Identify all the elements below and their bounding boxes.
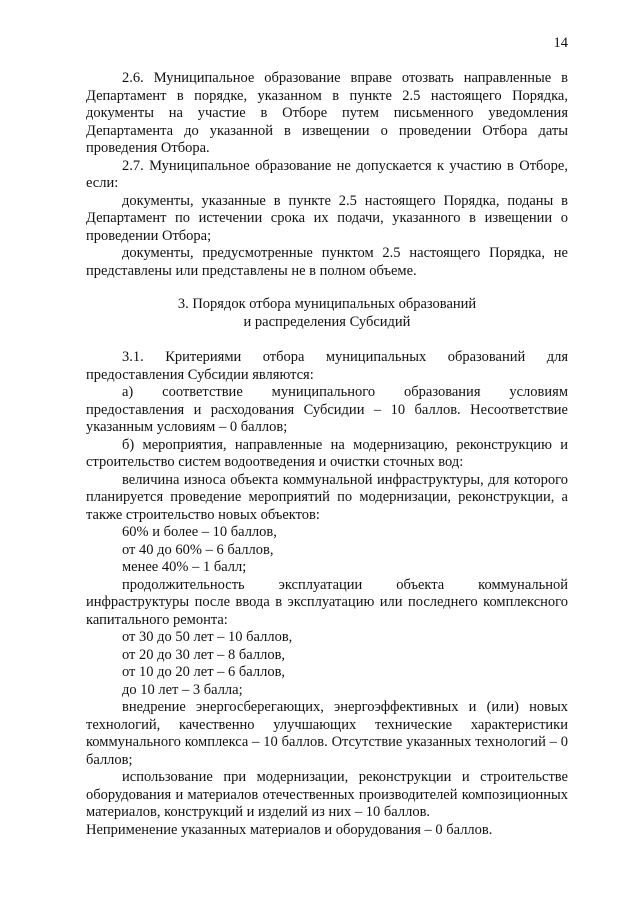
energy-saving-criterion: внедрение энергосберегающих, энергоэффективных и (или) новых технологий, качественно улучшающих технические характеристики коммунального комплекса – 10 баллов. Отсутствие указанных технологий – 0 баллов; (86, 699, 568, 768)
criterion-b: б) мероприятия, направленные на модернизацию, реконструкцию и строительство систем водоотведения и очистки сточных вод: (86, 436, 568, 470)
operation-duration-option: от 10 до 20 лет – 6 баллов, (122, 664, 286, 680)
operation-duration-option: от 20 до 30 лет – 8 баллов, (122, 646, 286, 663)
operation-duration-criterion: продолжительность эксплуатации объекта коммунальной инфраструктуры после ввода в эксплуатацию или последнего комплексного капитального ремонта: (86, 576, 568, 628)
operation-duration-option: от 30 до 50 лет – 10 баллов, (122, 629, 293, 645)
wear-level-option: от 40 до 60% – 6 баллов, (122, 541, 274, 558)
paragraph-3-1: 3.1. Критериями отбора муниципальных образований для предоставления Субсидии являются: (86, 349, 568, 383)
paragraph-2-7-item-2: документы, предусмотренные пунктом 2.5 настоящего Порядка, не представлены или представлены не в полном объеме. (86, 245, 568, 279)
page-number: 14 (553, 35, 568, 51)
document-body (86, 70, 568, 839)
section-title-line-1: 3. Порядок отбора муниципальных образований (177, 296, 477, 312)
domestic-materials-criterion: использование при модернизации, реконструкции и строительстве оборудования и материалов отечественных производителей композиционных материалов, конструкций и изделий из них – 10 баллов. (86, 769, 568, 820)
paragraph-2-7-item-1: документы, указанные в пункте 2.5 настоящего Порядка, поданы в Департамент по истечении срока их подачи, указанного в извещении о проведении Отбора; (86, 192, 568, 244)
section-title (86, 296, 568, 331)
paragraph-2-6: 2.6. Муниципальное образование вправе отозвать направленные в Департамент в порядке, указанном в пункте 2.5 настоящего Порядка, документы на участие в Отборе путем письменного уведомления Департамента до указанной в извещении о проведении Отбора даты проведения Отбора. (86, 70, 568, 156)
wear-level-criterion: величина износа объекта коммунальной инфраструктуры, для которого планируется проведение мероприятий по модернизации, реконструкции, а также строительство новых объектов: (86, 471, 568, 523)
wear-level-option: менее 40% – 1 балл; (122, 559, 247, 575)
paragraph-2-7: 2.7. Муниципальное образование не допускается к участию в Отборе, если: (86, 157, 568, 191)
criterion-a: а) соответствие муниципального образования условиям предоставления и расходования Субсидии – 10 баллов. Несоответствие указанным условиям – 0 баллов; (86, 384, 568, 435)
section-title-line-2: и распределения Субсидий (243, 313, 411, 330)
wear-level-option: 60% и более – 10 баллов, (122, 524, 277, 540)
operation-duration-option: до 10 лет – 3 балла; (122, 681, 243, 698)
domestic-materials-absence: Неприменение указанных материалов и оборудования – 0 баллов. (86, 821, 493, 838)
